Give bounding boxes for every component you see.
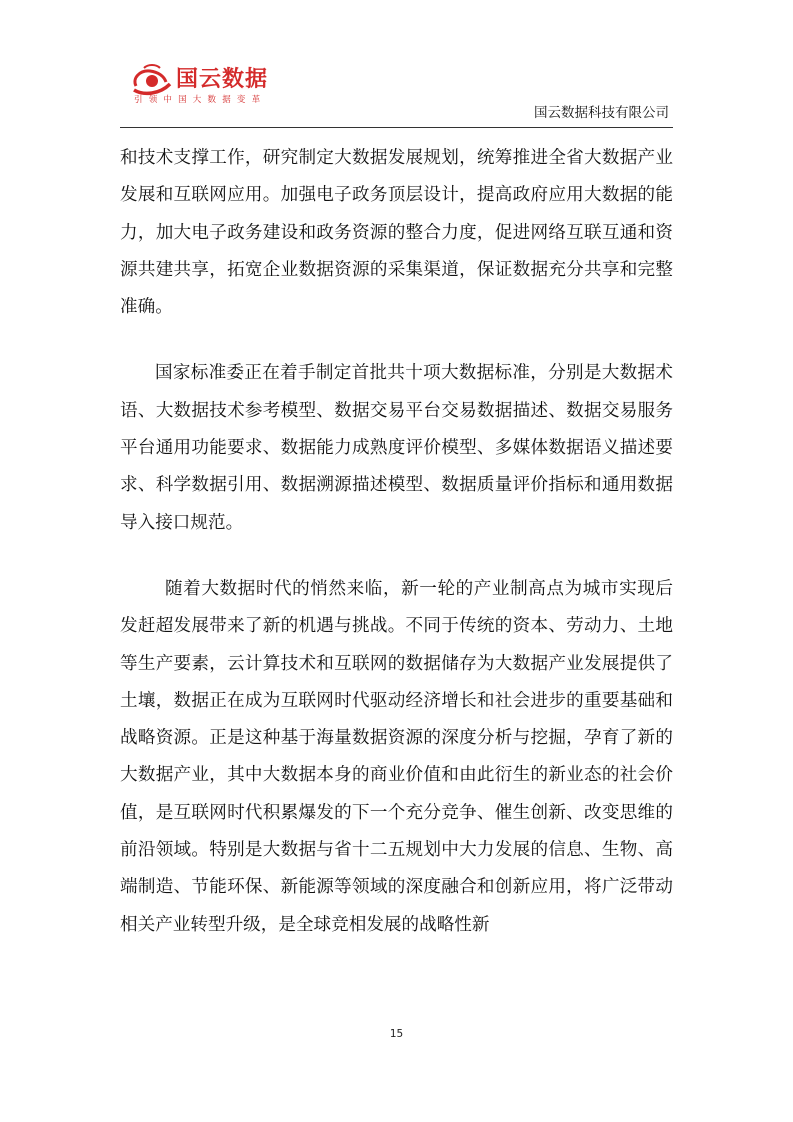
company-logo [130,62,290,112]
document-body [120,140,673,944]
company-name: 国云数据科技有限公司 [534,105,669,121]
logo-slogan: 引领中国大数据变革 [134,95,267,105]
paragraph-3: 随着大数据时代的悄然来临，新一轮的产业制高点为城市实现后发赶超发展带来了新的机遇与挑战。不同于传统的资本、劳动力、土地等生产要素，云计算技术和互联网的数据储存为大数据产业发展提供了土壤，数据正在成为互联网时代驱动经济增长和社会进步的重要基础和战略资源。正是这种基于海量数据资源的深度分析与挖掘，孕育了新的大数据产业，其中大数据本身的商业价值和由此衍生的新业态的社会价值，是互联网时代积累爆发的下一个充分竞争、催生创新、改变思维的前沿领域。特别是大数据与省十二五规划中大力发展的信息、生物、高端制造、节能环保、新能源等领域的深度融合和创新应用，将广泛带动相关产业转型升级，是全球竞相发展的战略性新 [120,578,673,935]
cloud-swirl-logo-icon [130,62,176,98]
header-divider [120,127,673,128]
paragraph-1: 和技术支撑工作，研究制定大数据发展规划，统筹推进全省大数据产业发展和互联网应用。加强电子政务顶层设计，提高政府应用大数据的能力，加大电子政务建设和政务资源的整合力度，促进网络互联互通和资源共建共享，拓宽企业数据资源的采集渠道，保证数据充分共享和完整准确。 [120,148,673,318]
paragraph-2: 国家标准委正在着手制定首批共十项大数据标准，分别是大数据术语、大数据技术参考模型、数据交易平台交易数据描述、数据交易服务平台通用功能要求、数据能力成熟度评价模型、多媒体数据语义描述要求、科学数据引用、数据溯源描述模型、数据质量评价指标和通用数据导入接口规范。 [120,363,673,533]
logo-wordmark: 国云数据 [176,67,269,92]
page-number: 15 [389,1028,404,1040]
